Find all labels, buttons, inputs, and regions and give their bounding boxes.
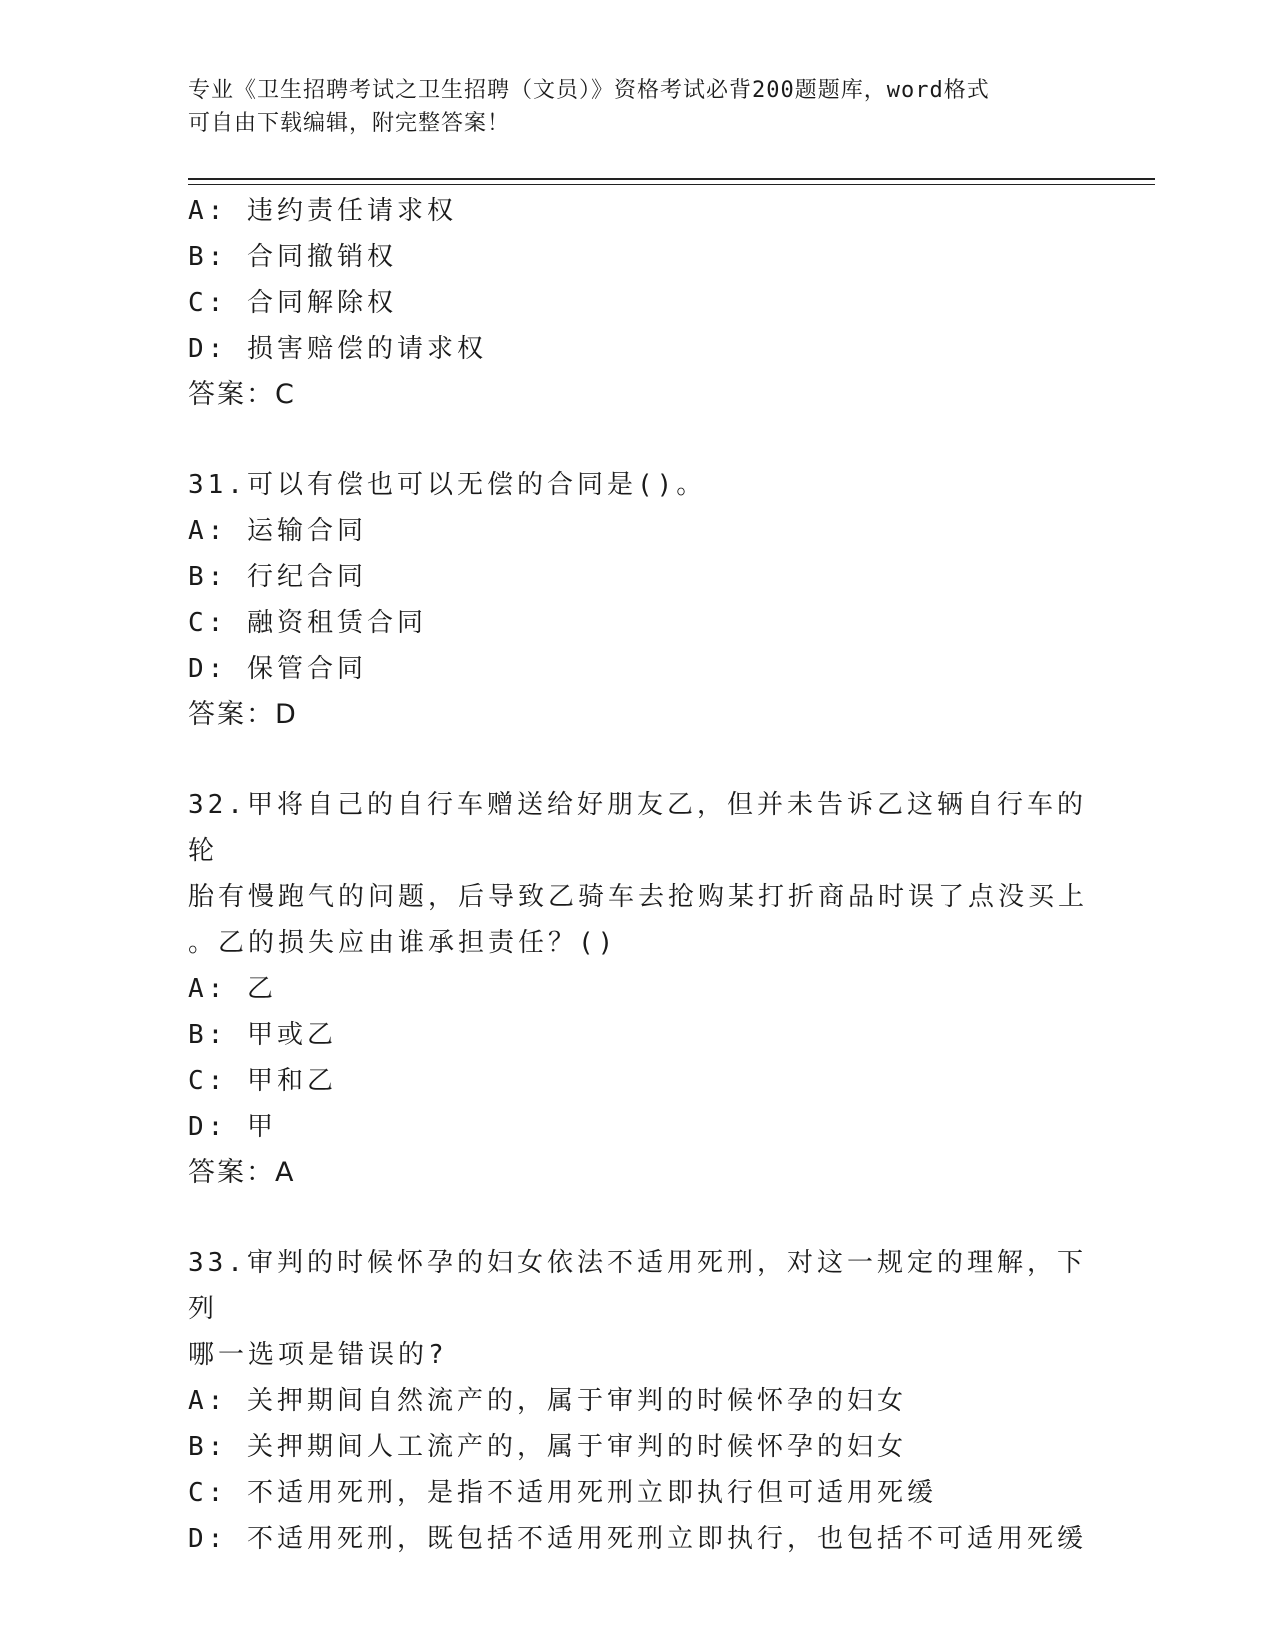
option-c: C: 合同解除权 [188, 288, 397, 318]
option-d: D: 损害赔偿的请求权 [188, 334, 487, 364]
option-c: C: 融资租赁合同 [188, 608, 427, 638]
option-b: B: 甲或乙 [188, 1020, 337, 1050]
question-content [188, 188, 1088, 1562]
question-stem-line-3: 。乙的损失应由谁承担责任？() [188, 928, 618, 958]
header-divider-thick [188, 178, 1155, 180]
option-b: B: 行纪合同 [188, 562, 367, 592]
header-line-1: 专业《卫生招聘考试之卫生招聘（文员）》资格考试必背200题题库，word格式 [188, 78, 990, 103]
option-a: A: 运输合同 [188, 516, 367, 546]
answer-line: 答案：D [188, 699, 298, 730]
question-block-32 [188, 782, 1088, 1196]
answer-line: 答案：C [188, 379, 296, 410]
answer-line: 答案：A [188, 1157, 296, 1188]
option-b: B: 关押期间人工流产的，属于审判的时候怀孕的妇女 [188, 1432, 907, 1462]
question-stem-line-2: 胎有慢跑气的问题，后导致乙骑车去抢购某打折商品时误了点没买上 [188, 882, 1089, 912]
option-d: D: 甲 [188, 1112, 277, 1142]
option-b: B: 合同撤销权 [188, 242, 397, 272]
option-d: D: 保管合同 [188, 654, 367, 684]
option-c: C: 不适用死刑，是指不适用死刑立即执行但可适用死缓 [188, 1478, 937, 1508]
question-block-33 [188, 1240, 1088, 1562]
question-stem-line-1: 33.审判的时候怀孕的妇女依法不适用死刑，对这一规定的理解，下列 [188, 1248, 1087, 1324]
option-a: A: 关押期间自然流产的，属于审判的时候怀孕的妇女 [188, 1386, 907, 1416]
question-stem-line-1: 32.甲将自己的自行车赠送给好朋友乙，但并未告诉乙这辆自行车的轮 [188, 790, 1087, 866]
option-a: A: 违约责任请求权 [188, 196, 457, 226]
question-stem: 31.可以有偿也可以无偿的合同是()。 [188, 470, 707, 500]
header-line-2: 可自由下载编辑，附完整答案！ [188, 111, 511, 136]
question-stem-line-2: 哪一选项是错误的? [188, 1340, 448, 1370]
document-header [188, 74, 1068, 140]
question-block-31 [188, 462, 1088, 738]
option-d: D: 不适用死刑，既包括不适用死刑立即执行，也包括不可适用死缓 [188, 1524, 1087, 1554]
question-block-30 [188, 188, 1088, 418]
option-c: C: 甲和乙 [188, 1066, 337, 1096]
header-divider-thin [188, 184, 1155, 185]
option-a: A: 乙 [188, 974, 277, 1004]
